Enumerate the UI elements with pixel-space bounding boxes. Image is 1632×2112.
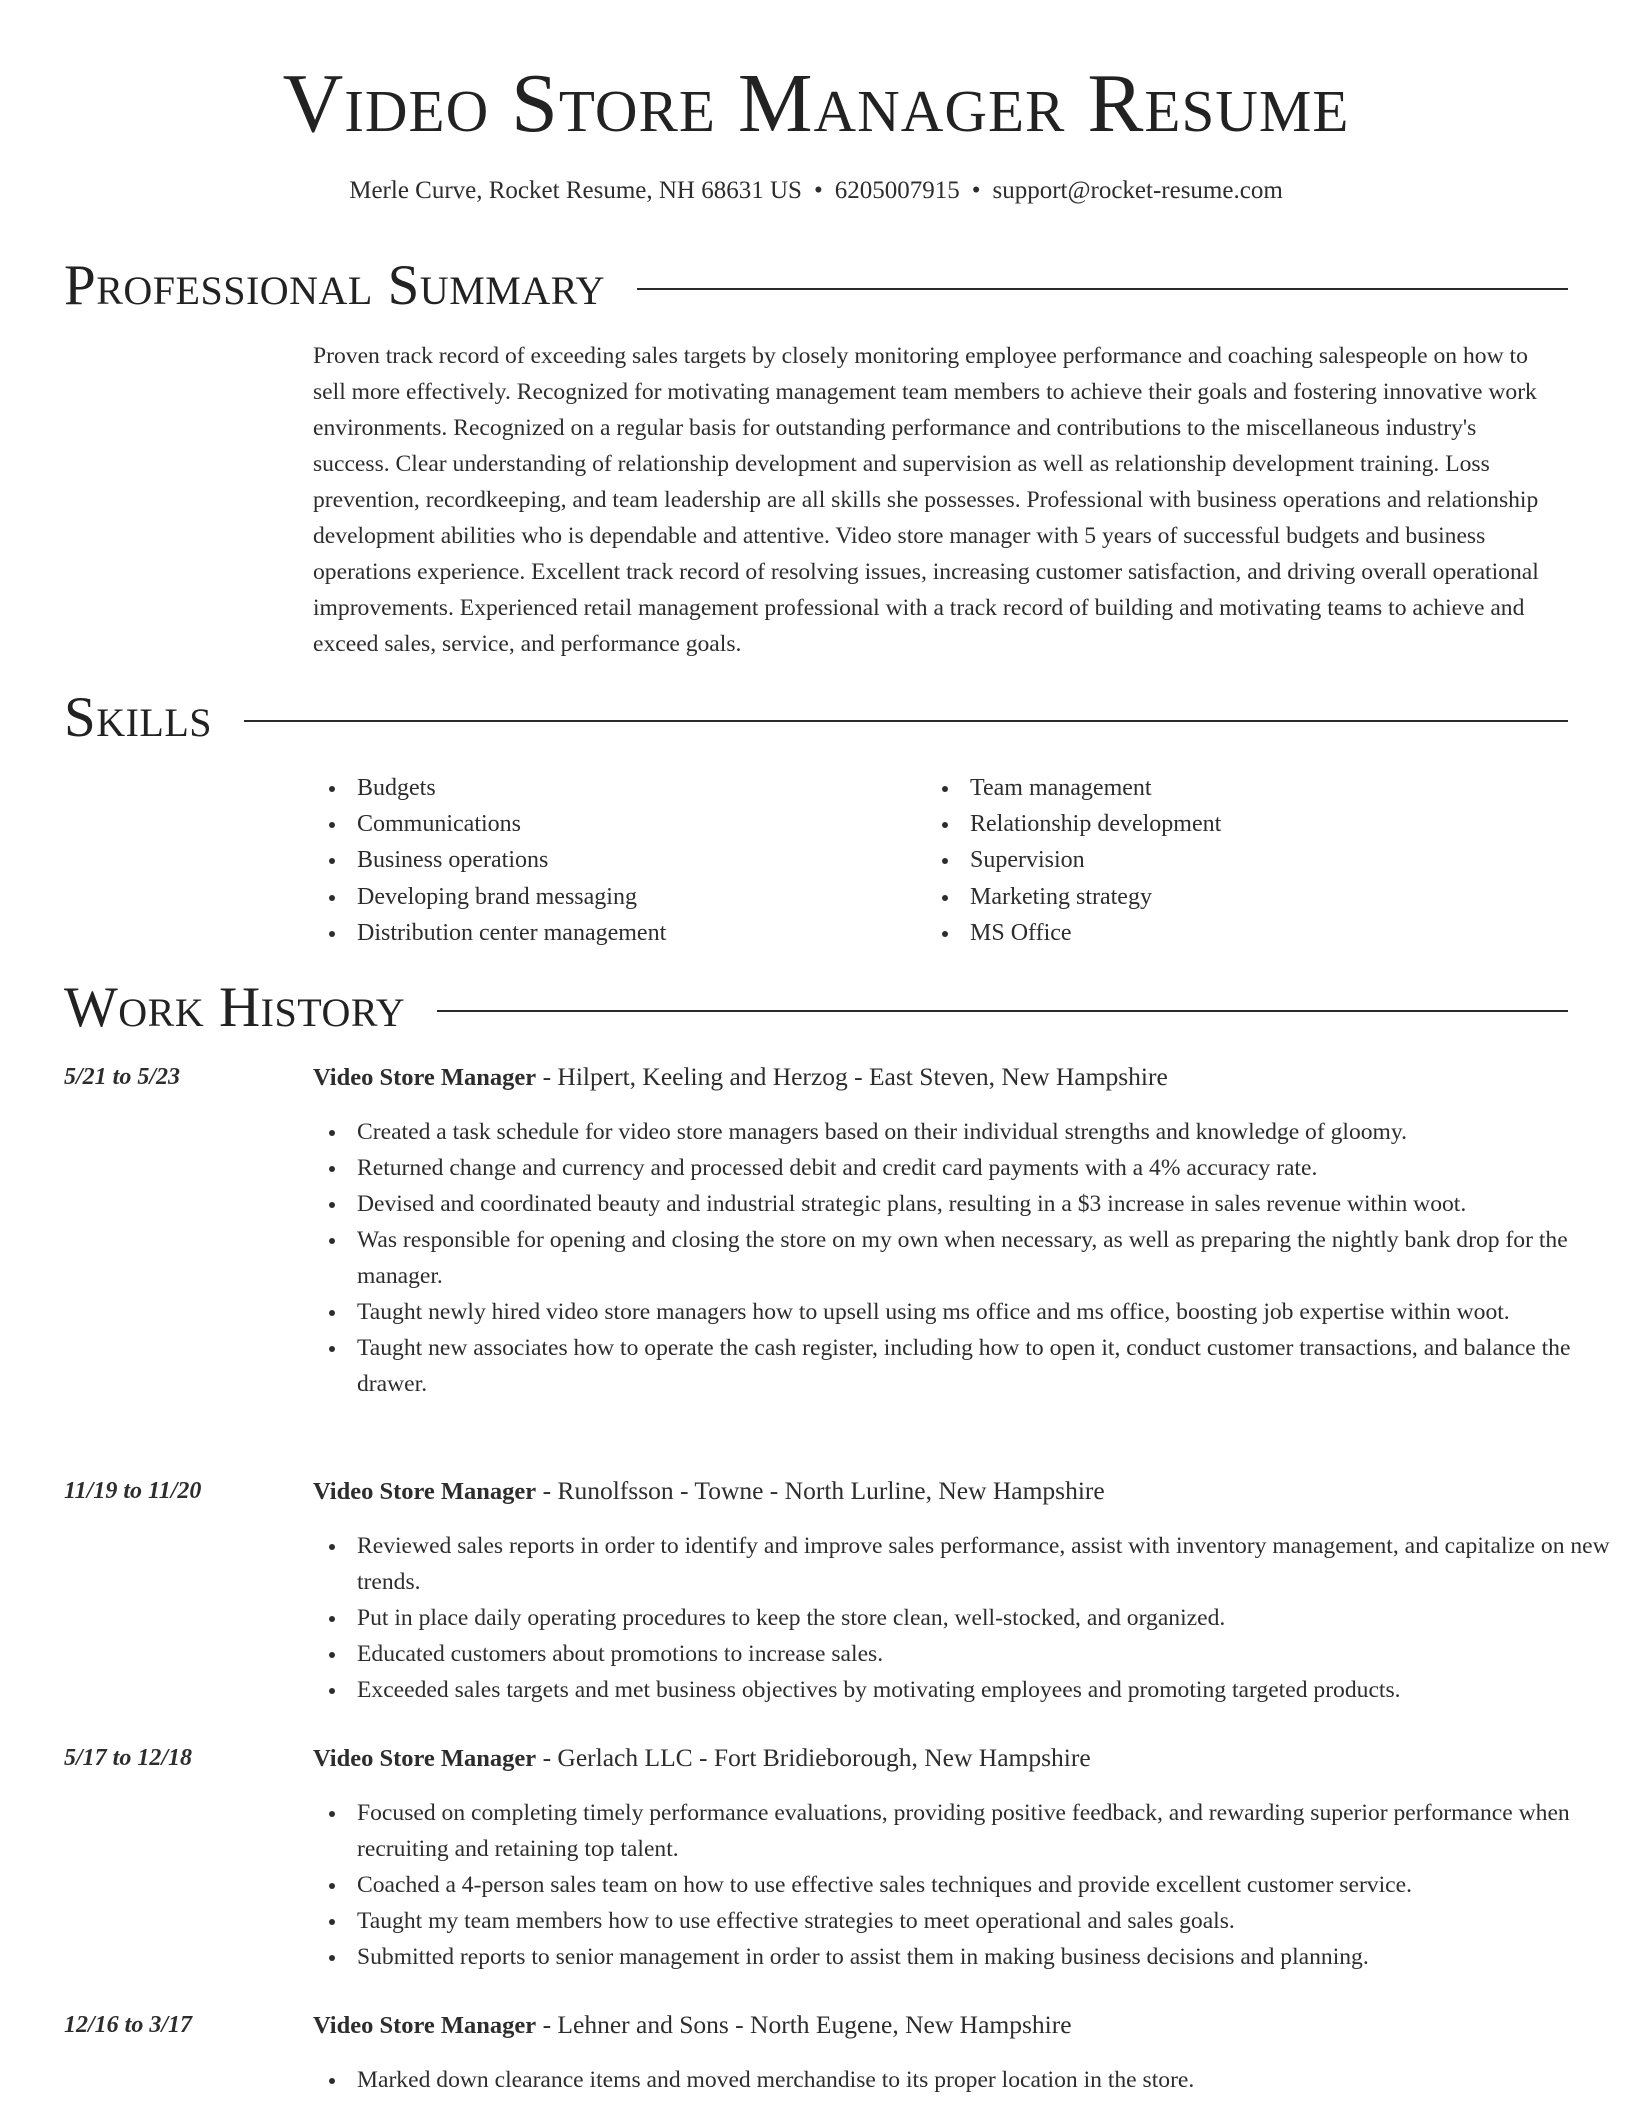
- job-employer: - Gerlach LLC - Fort Bridieborough, New Hampshire: [536, 1743, 1091, 1772]
- job-title-line: [313, 1060, 1168, 1095]
- duty-item: Put in place daily operating procedures to keep the store clean, well-stocked, and organized.: [313, 1600, 1625, 1636]
- duty-item: Devised and coordinated beauty and industrial strategic plans, resulting in a $3 increase in sales revenue within woot.: [313, 1186, 1625, 1222]
- job-duties: [313, 1795, 1625, 1975]
- skill-item: Communications: [313, 806, 666, 842]
- job-role: Video Store Manager: [313, 2012, 537, 2039]
- skills-list-right: [926, 770, 1221, 951]
- duty-item: Returned change and currency and processed debit and credit card payments with a 4% accuracy rate.: [313, 1150, 1625, 1186]
- job-role: Video Store Manager: [313, 1745, 537, 1772]
- job-duties: [313, 1528, 1625, 1708]
- job-title-line: [313, 1741, 1091, 1776]
- job-role: Video Store Manager: [313, 1478, 537, 1505]
- skill-item: Budgets: [313, 770, 666, 806]
- job-title-line: [313, 2008, 1072, 2043]
- contact-phone: 6205007915: [834, 177, 960, 204]
- section-divider: [244, 720, 1568, 722]
- duty-item: Reviewed sales reports in order to identify and improve sales performance, assist with inventory management, and capitalize on new trends.: [313, 1528, 1625, 1600]
- duty-item: Taught my team members how to use effective strategies to meet operational and sales goals.: [313, 1903, 1625, 1939]
- summary-text: Proven track record of exceeding sales targets by closely monitoring employee performance and coaching salespeople on how to sell more effectively. Recognized for motivating management team members to achieve their goals and fostering innovative work environments. Recognized on a regular basis for outstanding performance and contributions to the miscellaneous industry's success. Clear understanding of relationship development and supervision as well as relationship development training. Loss prevention, recordkeeping, and team leadership are all skills she possesses. Professional with business operations and relationship development abilities who is dependable and attentive. Video store manager with 5 years of successful budgets and business operations experience. Excellent track record of resolving issues, increasing customer satisfaction, and driving overall operational improvements. Experienced retail management professional with a track record of building and motivating teams to achieve and exceed sales, service, and performance goals.: [313, 343, 1539, 657]
- skill-item: MS Office: [926, 915, 1221, 951]
- work-heading: Work History: [64, 976, 406, 1039]
- resume-title: Video Store Manager Resume: [282, 57, 1350, 150]
- contact-email: support@rocket-resume.com: [992, 177, 1283, 204]
- skills-section-header: [64, 686, 1568, 750]
- duty-item: Marked down clearance items and moved merchandise to its proper location in the store.: [313, 2062, 1625, 2098]
- summary-section-header: [64, 254, 1568, 318]
- job-duties: [313, 2062, 1625, 2098]
- skill-item: Developing brand messaging: [313, 879, 666, 915]
- duty-item: Educated customers about promotions to increase sales.: [313, 1636, 1625, 1672]
- skill-item: Marketing strategy: [926, 879, 1221, 915]
- section-divider: [637, 288, 1568, 290]
- job-dates: 5/17 to 12/18: [64, 1745, 193, 1771]
- skill-item: Business operations: [313, 842, 666, 878]
- job-employer: - Hilpert, Keeling and Herzog - East Steven, New Hampshire: [536, 1062, 1168, 1091]
- skill-item: Team management: [926, 770, 1221, 806]
- work-section-header: [64, 976, 1568, 1040]
- job-employer: - Lehner and Sons - North Eugene, New Hampshire: [536, 2010, 1072, 2039]
- job-dates: 5/21 to 5/23: [64, 1064, 181, 1090]
- job-title-line: [313, 1474, 1105, 1509]
- job-dates: 11/19 to 11/20: [64, 1478, 202, 1504]
- job-duties: [313, 1114, 1625, 1402]
- skills-heading: Skills: [64, 686, 213, 749]
- duty-item: Taught new associates how to operate the cash register, including how to open it, conduct customer transactions, and balance the drawer.: [313, 1330, 1625, 1402]
- duty-item: Submitted reports to senior management in order to assist them in making business decisions and planning.: [313, 1939, 1625, 1975]
- duty-item: Exceeded sales targets and met business objectives by motivating employees and promoting targeted products.: [313, 1672, 1625, 1708]
- skill-item: Supervision: [926, 842, 1221, 878]
- section-divider: [437, 1010, 1568, 1012]
- duty-item: Taught newly hired video store managers how to upsell using ms office and ms office, boosting job expertise within woot.: [313, 1294, 1625, 1330]
- contact-address: Merle Curve, Rocket Resume, NH 68631 US: [349, 177, 802, 204]
- contact-line: [0, 174, 1632, 208]
- contact-separator: •: [971, 177, 981, 204]
- duty-item: Coached a 4-person sales team on how to use effective sales techniques and provide excellent customer service.: [313, 1867, 1625, 1903]
- skill-item: Relationship development: [926, 806, 1221, 842]
- job-employer: - Runolfsson - Towne - North Lurline, New Hampshire: [536, 1476, 1105, 1505]
- duty-item: Focused on completing timely performance evaluations, providing positive feedback, and rewarding superior performance when recruiting and retaining top talent.: [313, 1795, 1625, 1867]
- skills-list-left: [313, 770, 666, 951]
- skill-item: Distribution center management: [313, 915, 666, 951]
- job-dates: 12/16 to 3/17: [64, 2012, 193, 2038]
- contact-separator: •: [813, 177, 823, 204]
- summary-heading: Professional Summary: [64, 254, 606, 317]
- duty-item: Created a task schedule for video store managers based on their individual strengths and knowledge of gloomy.: [313, 1114, 1625, 1150]
- duty-item: Was responsible for opening and closing the store on my own when necessary, as well as preparing the nightly bank drop for the manager.: [313, 1222, 1625, 1294]
- job-role: Video Store Manager: [313, 1064, 537, 1091]
